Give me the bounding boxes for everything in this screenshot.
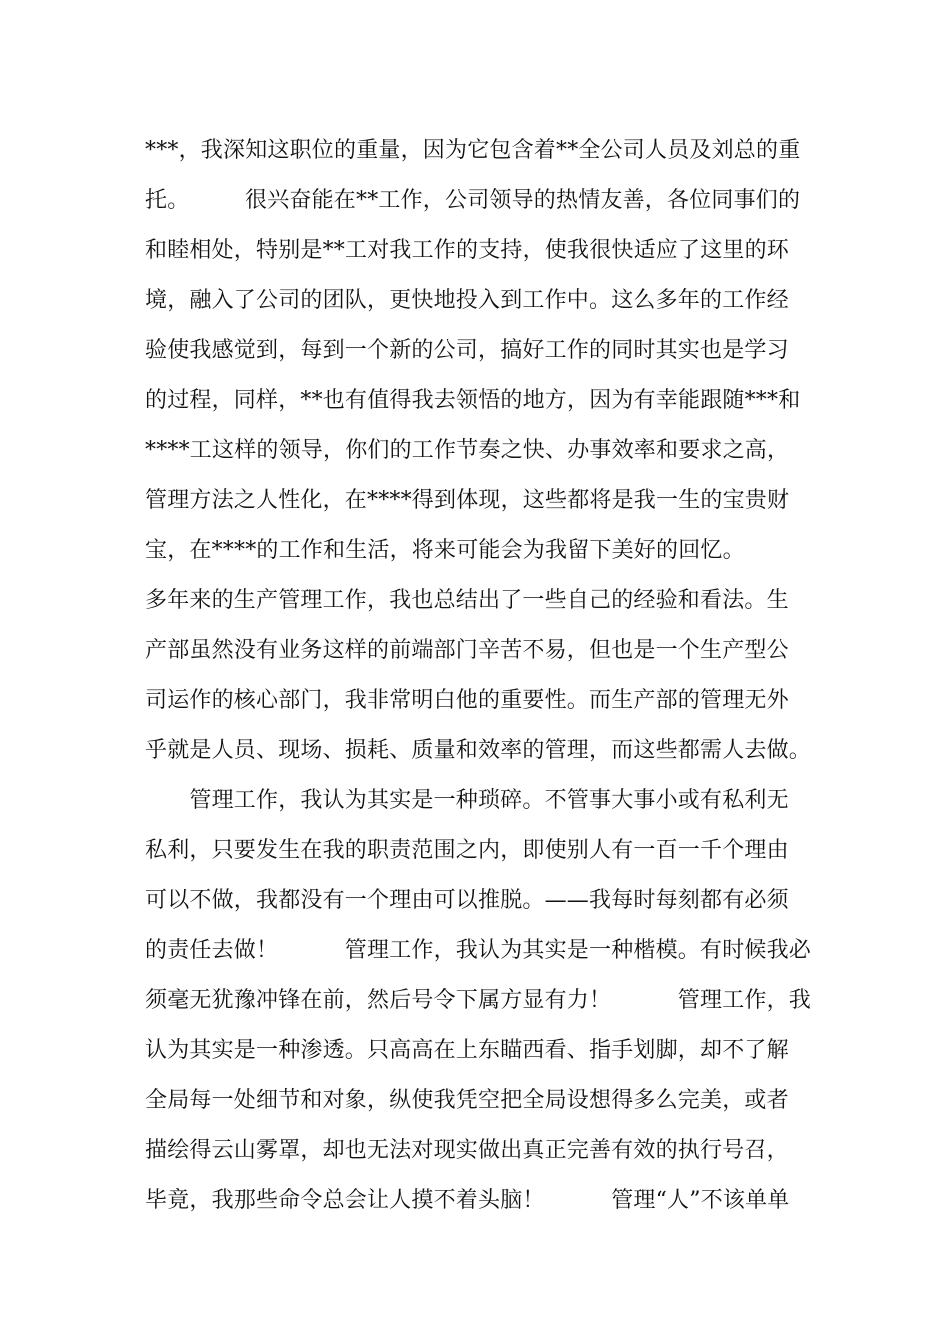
text-line: 验使我感觉到，每到一个新的公司，搞好工作的同时其实也是学习: [145, 338, 789, 363]
text-line: 托。 很兴奋能在**工作，公司领导的热情友善，各位同事们的: [145, 188, 801, 213]
text-line: 的过程，同样，**也有值得我去领悟的地方，因为有幸能跟随***和: [145, 388, 801, 413]
text-line: 乎就是人员、现场、损耗、质量和效率的管理，而这些都需人去做。: [145, 738, 812, 763]
text-line: ***，我深知这职位的重量，因为它包含着**全公司人员及刘总的重: [145, 138, 801, 163]
text-line: 司运作的核心部门，我非常明白他的重要性。而生产部的管理无外: [145, 688, 789, 713]
text-line: 境，融入了公司的团队，更快地投入到工作中。这么多年的工作经: [145, 288, 789, 313]
text-line: 私利，只要发生在我的职责范围之内，即使别人有一百一千个理由: [145, 838, 789, 863]
text-line: 管理方法之人性化，在****得到体现，这些都将是我一生的宝贵财: [145, 488, 790, 513]
text-line: 认为其实是一种渗透。只高高在上东瞄西看、指手划脚，却不了解: [145, 1038, 789, 1063]
text-line: 描绘得云山雾罩，却也无法对现实做出真正完善有效的执行号召，: [145, 1138, 789, 1163]
text-line: 须毫无犹豫冲锋在前，然后号令下属方显有力！ 管理工作，我: [145, 988, 812, 1013]
text-line: 可以不做，我都没有一个理由可以推脱。——我每时每刻都有必须: [145, 888, 789, 913]
text-line: 的责任去做！ 管理工作，我认为其实是一种楷模。有时候我必: [145, 938, 812, 963]
text-line: 全局每一处细节和对象，纵使我凭空把全局设想得多么完美，或者: [145, 1088, 789, 1113]
text-line: 宝，在****的工作和生活，将来可能会为我留下美好的回忆。: [145, 538, 745, 563]
text-line: 和睦相处，特别是**工对我工作的支持，使我很快适应了这里的环: [145, 238, 790, 263]
text-line: 多年来的生产管理工作，我也总结出了一些自己的经验和看法。生: [145, 588, 789, 613]
text-line: 毕竟，我那些命令总会让人摸不着头脑！ 管理“人”不该单单: [145, 1188, 790, 1213]
text-line: 管理工作，我认为其实是一种琐碎。不管事大事小或有私利无: [145, 788, 789, 813]
text-line: 产部虽然没有业务这样的前端部门辛苦不易，但也是一个生产型公: [145, 638, 789, 663]
text-line: ****工这样的领导，你们的工作节奏之快、办事效率和要求之高，: [145, 438, 790, 463]
